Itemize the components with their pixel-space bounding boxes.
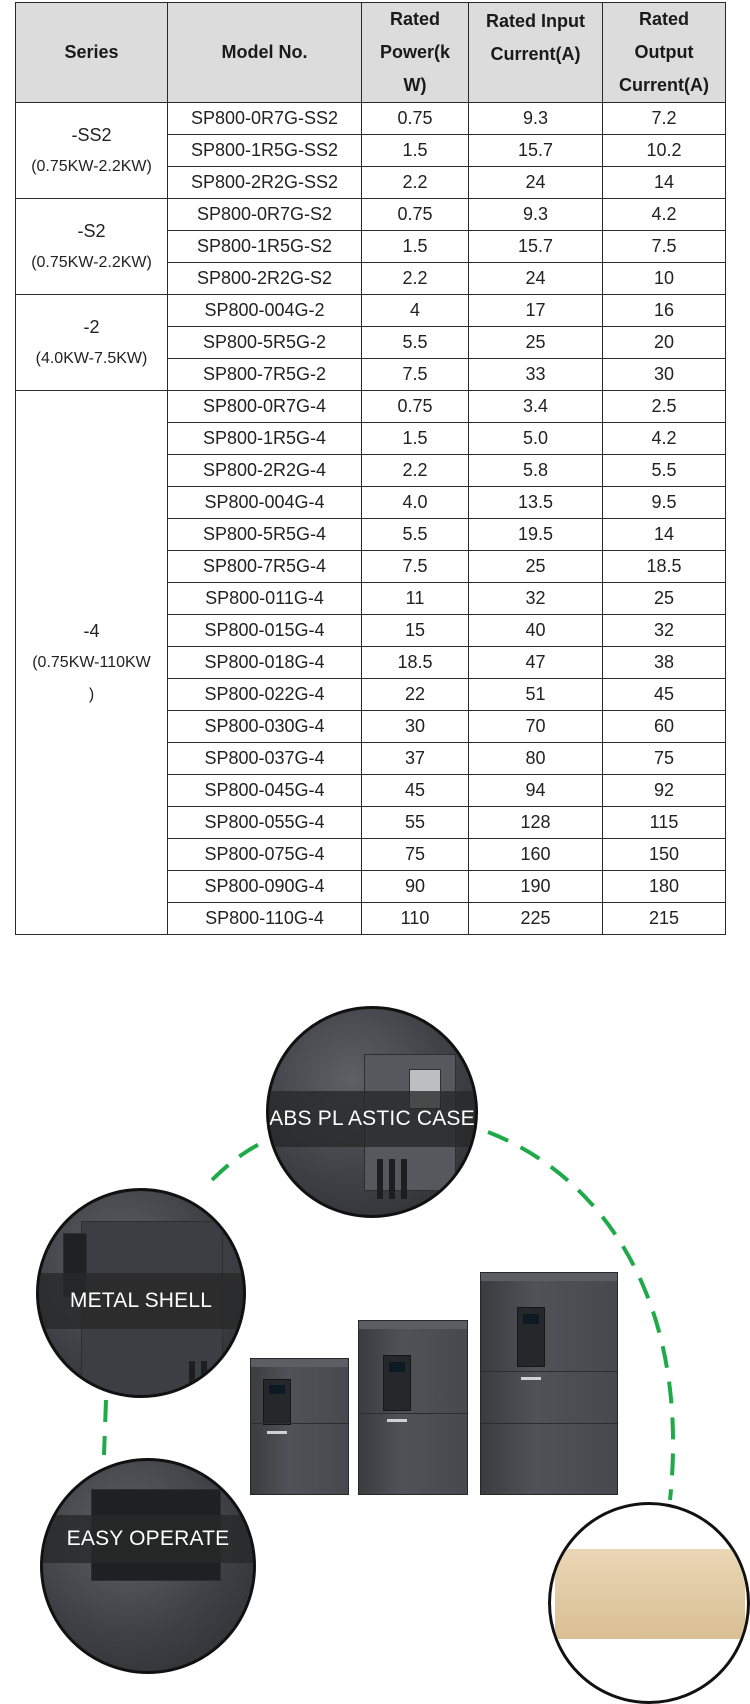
power-cell: 55: [362, 807, 469, 839]
output-cell: 14: [603, 519, 726, 551]
power-cell: 90: [362, 871, 469, 903]
power-cell: 2.2: [362, 263, 469, 295]
table-row: [16, 295, 726, 327]
ring-segment: [104, 1400, 106, 1455]
output-cell: 16: [603, 295, 726, 327]
output-cell: 25: [603, 583, 726, 615]
output-cell: 10.2: [603, 135, 726, 167]
output-cell: 75: [603, 743, 726, 775]
header-series: Series: [16, 3, 168, 103]
power-cell: 11: [362, 583, 469, 615]
power-cell: 1.5: [362, 231, 469, 263]
model-cell: SP800-004G-2: [168, 295, 362, 327]
series-name: -2: [83, 316, 100, 337]
output-cell: 215: [603, 903, 726, 935]
series-name: -S2: [77, 220, 106, 241]
output-cell: 7.2: [603, 103, 726, 135]
model-cell: SP800-1R5G-S2: [168, 231, 362, 263]
abs-case-caption: ABS PL ASTIC CASE: [269, 1091, 475, 1147]
packaging-bubble: [548, 1502, 750, 1704]
power-cell: 5.5: [362, 327, 469, 359]
drive-unit-large: [480, 1272, 618, 1495]
input-cell: 17: [469, 295, 603, 327]
power-cell: 0.75: [362, 199, 469, 231]
output-cell: 180: [603, 871, 726, 903]
header-power: [362, 3, 469, 103]
abs-case-bubble: [266, 1006, 478, 1218]
power-cell: 30: [362, 711, 469, 743]
table-row: [16, 199, 726, 231]
power-cell: 4: [362, 295, 469, 327]
power-cell: 1.5: [362, 423, 469, 455]
easy-operate-caption: EASY OPERATE: [43, 1515, 253, 1563]
header-model: Model No.: [168, 3, 362, 103]
metal-shell-bubble: [36, 1188, 246, 1398]
model-cell: SP800-055G-4: [168, 807, 362, 839]
header-output-line: Rated: [638, 9, 689, 29]
output-cell: 115: [603, 807, 726, 839]
input-cell: 25: [469, 551, 603, 583]
power-cell: 18.5: [362, 647, 469, 679]
model-cell: SP800-090G-4: [168, 871, 362, 903]
header-input: [469, 3, 603, 103]
output-cell: 30: [603, 359, 726, 391]
table-body: [16, 103, 726, 935]
easy-operate-bubble: [40, 1458, 256, 1674]
header-output-line: Current(A): [619, 75, 709, 95]
model-cell: SP800-075G-4: [168, 839, 362, 871]
series-range: (0.75KW-2.2KW): [31, 157, 152, 175]
power-cell: 7.5: [362, 359, 469, 391]
output-cell: 2.5: [603, 391, 726, 423]
power-cell: 0.75: [362, 391, 469, 423]
model-cell: SP800-2R2G-4: [168, 455, 362, 487]
output-cell: 5.5: [603, 455, 726, 487]
input-cell: 32: [469, 583, 603, 615]
power-cell: 15: [362, 615, 469, 647]
drive-unit-small: [250, 1358, 349, 1495]
input-cell: 47: [469, 647, 603, 679]
carton-box: [555, 1549, 745, 1639]
input-cell: 9.3: [469, 103, 603, 135]
metal-shell-caption: METAL SHELL: [39, 1273, 243, 1329]
model-cell: SP800-015G-4: [168, 615, 362, 647]
drive-unit-medium: [358, 1320, 468, 1495]
input-cell: 9.3: [469, 199, 603, 231]
output-cell: 20: [603, 327, 726, 359]
output-cell: 9.5: [603, 487, 726, 519]
header-power-line: Rated: [389, 9, 440, 29]
model-cell: SP800-030G-4: [168, 711, 362, 743]
power-cell: 0.75: [362, 103, 469, 135]
table-header-row: [16, 3, 726, 103]
table-row: [16, 391, 726, 423]
header-input-line: Rated Input: [486, 11, 585, 31]
power-cell: 22: [362, 679, 469, 711]
input-cell: 5.8: [469, 455, 603, 487]
header-input-line: Current(A): [490, 44, 581, 64]
model-cell: SP800-7R5G-4: [168, 551, 362, 583]
model-cell: SP800-037G-4: [168, 743, 362, 775]
input-cell: 13.5: [469, 487, 603, 519]
input-cell: 33: [469, 359, 603, 391]
input-cell: 15.7: [469, 135, 603, 167]
input-cell: 225: [469, 903, 603, 935]
output-cell: 7.5: [603, 231, 726, 263]
model-cell: SP800-011G-4: [168, 583, 362, 615]
output-cell: 4.2: [603, 423, 726, 455]
model-cell: SP800-2R2G-SS2: [168, 167, 362, 199]
input-cell: 24: [469, 263, 603, 295]
header-output: [603, 3, 726, 103]
model-cell: SP800-7R5G-2: [168, 359, 362, 391]
input-cell: 5.0: [469, 423, 603, 455]
input-cell: 15.7: [469, 231, 603, 263]
power-cell: 7.5: [362, 551, 469, 583]
input-cell: 80: [469, 743, 603, 775]
power-cell: 5.5: [362, 519, 469, 551]
output-cell: 10: [603, 263, 726, 295]
header-power-line: W): [403, 75, 427, 95]
series-range: (0.75KW-2.2KW): [31, 253, 152, 271]
output-cell: 60: [603, 711, 726, 743]
power-cell: 4.0: [362, 487, 469, 519]
product-showcase: [0, 980, 750, 1580]
input-cell: 24: [469, 167, 603, 199]
input-cell: 160: [469, 839, 603, 871]
input-cell: 3.4: [469, 391, 603, 423]
model-cell: SP800-110G-4: [168, 903, 362, 935]
output-cell: 14: [603, 167, 726, 199]
series-cell: [16, 103, 168, 199]
series-range-tail: ): [88, 685, 95, 703]
power-cell: 110: [362, 903, 469, 935]
ring-segment: [212, 1140, 268, 1180]
model-cell: SP800-022G-4: [168, 679, 362, 711]
input-cell: 94: [469, 775, 603, 807]
output-cell: 4.2: [603, 199, 726, 231]
power-cell: 75: [362, 839, 469, 871]
table-row: [16, 103, 726, 135]
model-cell: SP800-1R5G-SS2: [168, 135, 362, 167]
model-cell: SP800-0R7G-SS2: [168, 103, 362, 135]
output-cell: 18.5: [603, 551, 726, 583]
series-name: -SS2: [71, 124, 112, 145]
input-cell: 190: [469, 871, 603, 903]
series-cell: [16, 199, 168, 295]
output-cell: 150: [603, 839, 726, 871]
model-cell: SP800-2R2G-S2: [168, 263, 362, 295]
input-cell: 70: [469, 711, 603, 743]
power-cell: 45: [362, 775, 469, 807]
output-cell: 45: [603, 679, 726, 711]
series-range: (4.0KW-7.5KW): [35, 349, 148, 367]
series-range: (0.75KW-110KW: [32, 653, 151, 671]
spec-table: [15, 2, 726, 935]
model-cell: SP800-1R5G-4: [168, 423, 362, 455]
power-cell: 2.2: [362, 455, 469, 487]
model-cell: SP800-018G-4: [168, 647, 362, 679]
model-cell: SP800-004G-4: [168, 487, 362, 519]
power-cell: 1.5: [362, 135, 469, 167]
input-cell: 51: [469, 679, 603, 711]
model-cell: SP800-5R5G-2: [168, 327, 362, 359]
model-cell: SP800-5R5G-4: [168, 519, 362, 551]
series-cell: [16, 295, 168, 391]
model-cell: SP800-045G-4: [168, 775, 362, 807]
power-cell: 2.2: [362, 167, 469, 199]
model-cell: SP800-0R7G-4: [168, 391, 362, 423]
power-cell: 37: [362, 743, 469, 775]
input-cell: 25: [469, 327, 603, 359]
output-cell: 92: [603, 775, 726, 807]
model-cell: SP800-0R7G-S2: [168, 199, 362, 231]
series-name: -4: [83, 620, 100, 641]
series-cell: [16, 391, 168, 935]
output-cell: 38: [603, 647, 726, 679]
output-cell: 32: [603, 615, 726, 647]
input-cell: 128: [469, 807, 603, 839]
input-cell: 40: [469, 615, 603, 647]
input-cell: 19.5: [469, 519, 603, 551]
header-power-line: Power(k: [379, 42, 451, 62]
header-output-line: Output: [634, 42, 694, 62]
